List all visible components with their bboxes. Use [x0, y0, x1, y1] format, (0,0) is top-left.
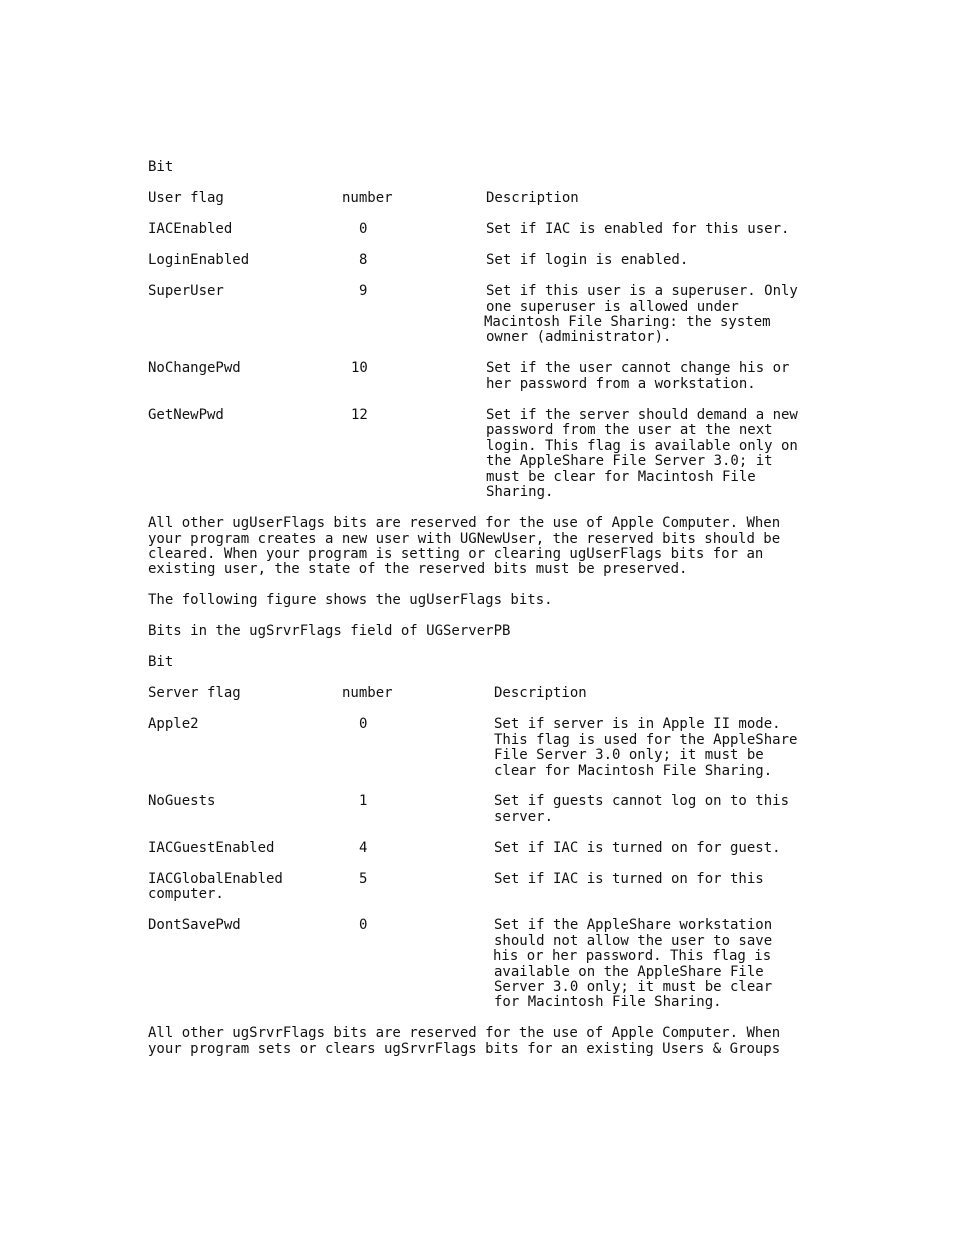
user-flag-description: Sharing.: [486, 484, 554, 500]
paragraph-line: existing user, the state of the reserved bits must be preserved.: [148, 561, 688, 577]
server-table-bit-header: Bit: [148, 654, 174, 670]
paragraph-line: cleared. When your program is setting or clearing ugUserFlags bits for an: [148, 546, 764, 562]
server-flag-description: Set if IAC is turned on for this: [494, 871, 764, 887]
server-flag-description: Set if server is in Apple II mode.: [494, 716, 781, 732]
paragraph-line: your program sets or clears ugSrvrFlags bits for an existing Users & Groups: [148, 1041, 781, 1057]
user-flag-description: must be clear for Macintosh File: [486, 469, 756, 485]
server-table-caption: Bits in the ugSrvrFlags field of UGServerPB: [148, 623, 511, 639]
user-flag-number: 8: [359, 252, 368, 268]
user-flag-description: her password from a workstation.: [486, 376, 756, 392]
user-flag-description: Set if login is enabled.: [486, 252, 689, 268]
user-flag-number: 0: [359, 221, 368, 237]
server-flag-name: IACGuestEnabled: [148, 840, 275, 856]
server-flag-description: server.: [494, 809, 554, 825]
server-flag-description: available on the AppleShare File: [494, 964, 764, 980]
server-flag-description: Set if guests cannot log on to this: [494, 793, 790, 809]
server-flag-description: This flag is used for the AppleShare: [494, 732, 798, 748]
user-flag-description: login. This flag is available only on: [486, 438, 798, 454]
user-table-flag-header: User flag: [148, 190, 224, 206]
server-table-description-header: Description: [494, 685, 587, 701]
server-flag-number: 5: [359, 871, 368, 887]
server-flag-number: 0: [359, 917, 368, 933]
user-table-bit-header: Bit: [148, 159, 174, 175]
server-flag-description: clear for Macintosh File Sharing.: [494, 763, 773, 779]
server-flag-number: 0: [359, 716, 368, 732]
server-flag-description: Set if IAC is turned on for guest.: [494, 840, 781, 856]
user-flag-name: IACEnabled: [148, 221, 233, 237]
user-flag-description: Set if the server should demand a new: [486, 407, 798, 423]
server-flag-description: Set if the AppleShare workstation: [494, 917, 773, 933]
server-flag-number: 1: [359, 793, 368, 809]
server-table-flag-header: Server flag: [148, 685, 241, 701]
user-flag-description: password from the user at the next: [486, 422, 773, 438]
user-flag-name: NoChangePwd: [148, 360, 241, 376]
user-flag-name: GetNewPwd: [148, 407, 224, 423]
server-flag-name: Apple2: [148, 716, 199, 732]
server-flag-name: NoGuests: [148, 793, 216, 809]
user-flag-number: 9: [359, 283, 368, 299]
server-flag-description: for Macintosh File Sharing.: [494, 994, 722, 1010]
user-table-number-header: number: [342, 190, 393, 206]
server-flag-description: Server 3.0 only; it must be clear: [494, 979, 773, 995]
server-flag-name: IACGlobalEnabled: [148, 871, 283, 887]
user-flag-description: one superuser is allowed under: [486, 299, 739, 315]
user-flag-description: the AppleShare File Server 3.0; it: [486, 453, 773, 469]
user-flag-number: 10: [351, 360, 368, 376]
user-flag-description: Set if the user cannot change his or: [486, 360, 790, 376]
user-flag-name: SuperUser: [148, 283, 224, 299]
server-flag-name: DontSavePwd: [148, 917, 241, 933]
user-flag-description: Macintosh File Sharing: the system: [484, 314, 771, 330]
figure-reference: The following figure shows the ugUserFlags bits.: [148, 592, 553, 608]
paragraph-line: your program creates a new user with UGNewUser, the reserved bits should be: [148, 531, 781, 547]
user-table-description-header: Description: [486, 190, 579, 206]
server-flag-description: File Server 3.0 only; it must be: [494, 747, 764, 763]
user-flag-number: 12: [351, 407, 368, 423]
server-flag-number: 4: [359, 840, 368, 856]
user-flag-description: owner (administrator).: [486, 329, 672, 345]
server-flag-description: should not allow the user to save: [494, 933, 773, 949]
server-table-number-header: number: [342, 685, 393, 701]
paragraph-line: All other ugUserFlags bits are reserved for the use of Apple Computer. When: [148, 515, 781, 531]
server-flag-description-wrap: computer.: [148, 886, 224, 902]
user-flag-name: LoginEnabled: [148, 252, 250, 268]
paragraph-line: All other ugSrvrFlags bits are reserved for the use of Apple Computer. When: [148, 1025, 781, 1041]
user-flag-description: Set if this user is a superuser. Only: [486, 283, 798, 299]
server-flag-description: his or her password. This flag is: [493, 948, 772, 964]
user-flag-description: Set if IAC is enabled for this user.: [486, 221, 790, 237]
